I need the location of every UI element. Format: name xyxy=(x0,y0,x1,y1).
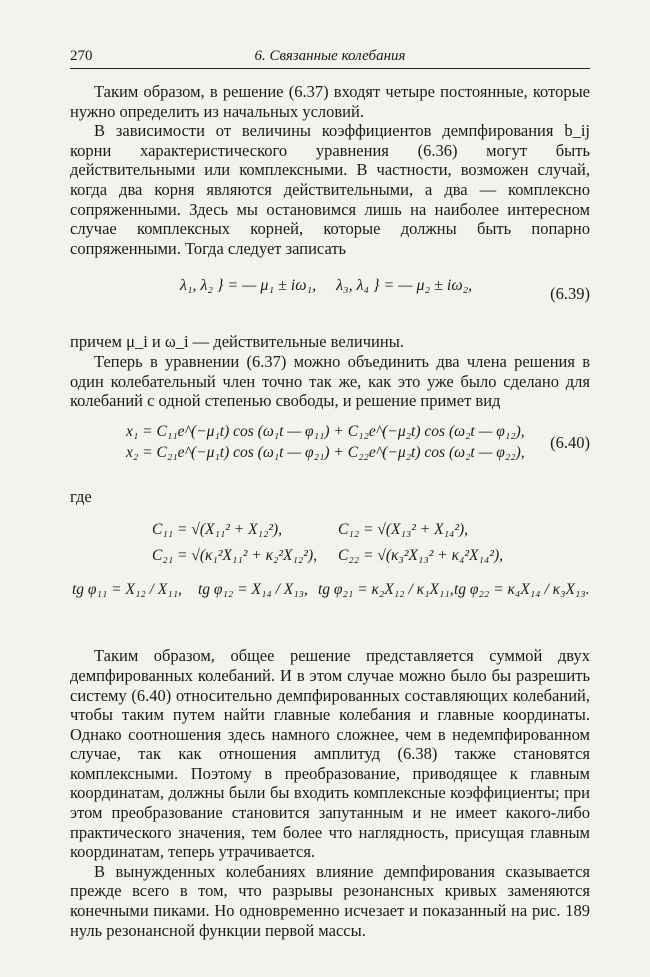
paragraph-2: В зависимости от величины коэффициентов демпфирования b_ij корни характеристического уравнения (6.36) могут быть действительными или комплексными. В частности, возможен случай, когда два корня являются действительными, а два — комплексно сопряженными. Здесь мы остановимся лишь на наиболее интересном случае комплексных корней, которые должны быть попарно сопряженными. Тогда следует записать xyxy=(70,121,590,258)
c12: C₁₂ = √(X₁₃² + X₁₄²), xyxy=(338,521,469,539)
eq640-number: (6.40) xyxy=(550,432,590,452)
paragraph-5: где xyxy=(70,486,92,506)
c22: C₂₂ = √(κ₃²X₁₃² + κ₄²X₁₄²), xyxy=(338,547,503,565)
equation-6-40 xyxy=(70,419,590,477)
paragraph-6: Таким образом, общее решение представляется суммой двух демпфированных колебаний. И в этом случае можно было бы разрешить систему (6.40) относительно демпфированных составляющих колебаний, чтобы таким путем найти главные колебания и главные координаты. Однако соотношения здесь намного сложнее, чем в недемпфированном случае, так как отношения амплитуд (6.38) также становятся комплексными. Поэтому в преобразование, приводящее к главным координатам, должны были бы входить комплексные коэффициенты; при этом преобразование становится запутанным и не имеет какого-либо практического значения, тем более что наглядность, присущая главным координатам, теперь утрачивается. xyxy=(70,646,590,862)
eq639-right: λ₃, λ₄ } = — μ₂ ± iω₂, xyxy=(336,277,473,295)
coefficient-definitions xyxy=(70,516,590,634)
equation-6-39 xyxy=(70,266,590,328)
eq639-number: (6.39) xyxy=(550,284,590,304)
tg12: tg φ₁₂ = X₁₄ / X₁₃, xyxy=(198,581,308,599)
eq640-line-2: x₂ = C₂₁e^(−μ₁t) cos (ω₁t — φ₂₁) + C₂₂e^(−μ₂t) cos (ω₂t — φ₂₂), xyxy=(126,443,525,461)
page-number: 270 xyxy=(70,48,93,64)
paragraph-4: Теперь в уравнении (6.37) можно объединить два члена решения в один колебательный член точно так же, как это уже было сделано для колебаний с одной степенью свободы, и решение примет вид xyxy=(70,351,590,411)
paragraph-1: Таким образом, в решение (6.37) входят четыре постоянные, которые нужно определить из начальных условий. xyxy=(70,82,590,121)
page-header xyxy=(70,48,590,69)
running-title: 6. Связанные колебания xyxy=(254,48,406,64)
c21: C₂₁ = √(κ₁²X₁₁² + κ₂²X₁₂²), xyxy=(152,547,317,565)
eq640-line-1: x₁ = C₁₁e^(−μ₁t) cos (ω₁t — φ₁₁) + C₁₂e^(−μ₂t) cos (ω₂t — φ₁₂), xyxy=(126,422,525,440)
tg21: tg φ₂₁ = κ₂X₁₂ / κ₁X₁₁, xyxy=(318,581,454,599)
page-body xyxy=(70,82,590,940)
tg22: tg φ₂₂ = κ₄X₁₄ / κ₃X₁₃. xyxy=(454,581,590,599)
paragraph-7: В вынужденных колебаниях влияние демпфирования сказывается прежде всего в том, что разрывы резонансных кривых заменяются конечными пиками. Но одновременно исчезает и показанный на рис. 189 нуль резонансной функции первой массы. xyxy=(70,861,590,940)
paragraph-3: причем μ_i и ω_i — действительные величины. xyxy=(70,332,404,352)
c11: C₁₁ = √(X₁₁² + X₁₂²), xyxy=(152,521,283,539)
eq639-left: λ₁, λ₂ } = — μ₁ ± iω₁, xyxy=(180,277,317,295)
tg11: tg φ₁₁ = X₁₂ / X₁₁, xyxy=(72,581,182,599)
